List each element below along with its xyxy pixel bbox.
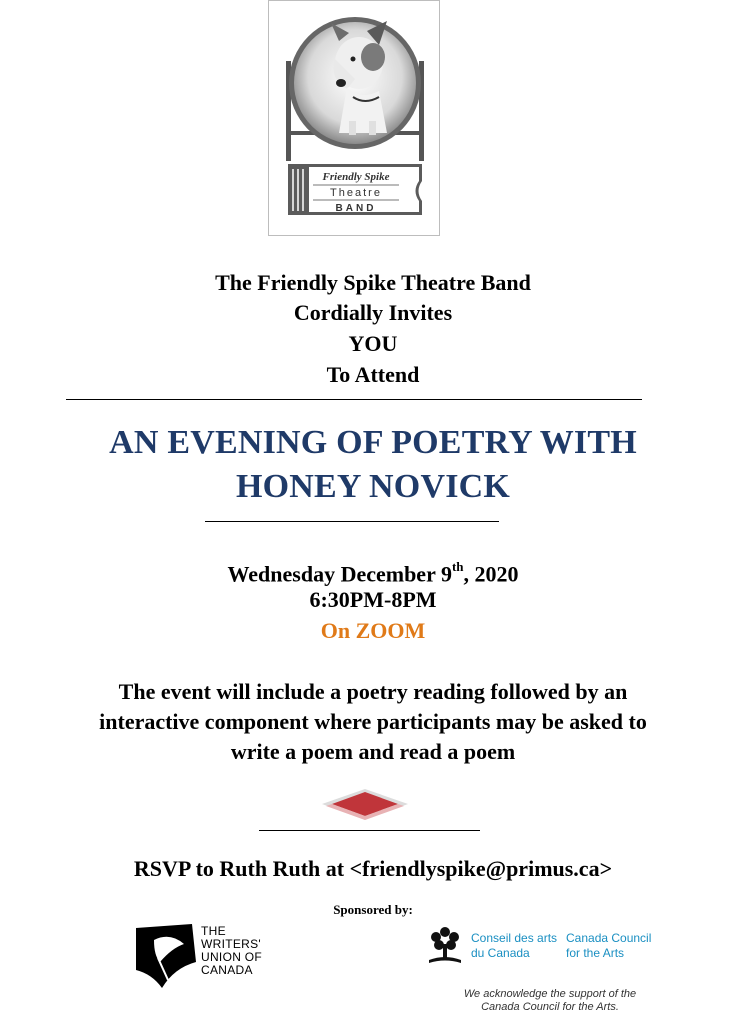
- logo-line-1: Friendly Spike: [322, 171, 390, 183]
- acknowledgement-line-2: Canada Council for the Arts.: [481, 1001, 619, 1013]
- logo-line-2: Theatre: [330, 187, 382, 199]
- event-date-suffix-sup: th: [451, 559, 464, 574]
- logo-line-3: BAND: [335, 203, 377, 214]
- invite-line-3: YOU: [348, 331, 398, 356]
- rsvp-contact: RSVP to Ruth Ruth at <friendlyspike@primus.ca>: [133, 856, 613, 881]
- cc-en-line-1: Canada Council: [566, 931, 652, 945]
- description-line-1: The event will include a poetry reading followed by an: [118, 679, 628, 704]
- invite-line-1: The Friendly Spike Theatre Band: [215, 270, 531, 295]
- wuc-line-4: CANADA: [201, 963, 253, 977]
- event-platform: On ZOOM: [320, 618, 426, 643]
- description-line-3: write a poem and read a poem: [230, 739, 516, 764]
- writers-union-name: [201, 925, 262, 977]
- diamond-ornament-icon: [318, 787, 412, 823]
- divider-bottom: [259, 830, 480, 831]
- acknowledgement: [430, 988, 670, 1014]
- wuc-line-3: UNION OF: [201, 950, 263, 964]
- event-date-main: Wednesday December 9: [227, 561, 452, 587]
- wuc-line-2: WRITERS': [201, 937, 262, 951]
- acknowledgement-line-1: We acknowledge the support of the: [463, 988, 637, 1000]
- invite-line-4: To Attend: [326, 362, 420, 387]
- divider-top: [66, 399, 642, 400]
- event-time: 6:30PM-8PM: [309, 587, 437, 612]
- writers-union-book-icon: [134, 922, 198, 992]
- event-date-year: , 2020: [463, 561, 519, 587]
- event-title-line-2: HONEY NOVICK: [235, 468, 511, 505]
- dog-portrait-icon: [269, 1, 441, 237]
- band-logo: [268, 0, 440, 236]
- wuc-line-1: THE: [201, 924, 226, 938]
- invite-line-2: Cordially Invites: [293, 300, 453, 325]
- event-title-line-1: AN EVENING OF POETRY WITH: [109, 424, 637, 461]
- cc-fr-line-1: Conseil des arts: [471, 931, 558, 945]
- divider-title: [205, 521, 499, 522]
- cc-fr-line-2: du Canada: [471, 946, 530, 960]
- sponsored-label: Sponsored by:: [333, 902, 413, 917]
- description-line-2: interactive component where participants may be asked to: [99, 709, 647, 734]
- canada-council-tree-icon: [425, 924, 465, 966]
- canada-council-en: [566, 931, 651, 961]
- cc-en-line-2: for the Arts: [566, 946, 625, 960]
- canada-council-fr: [471, 931, 557, 961]
